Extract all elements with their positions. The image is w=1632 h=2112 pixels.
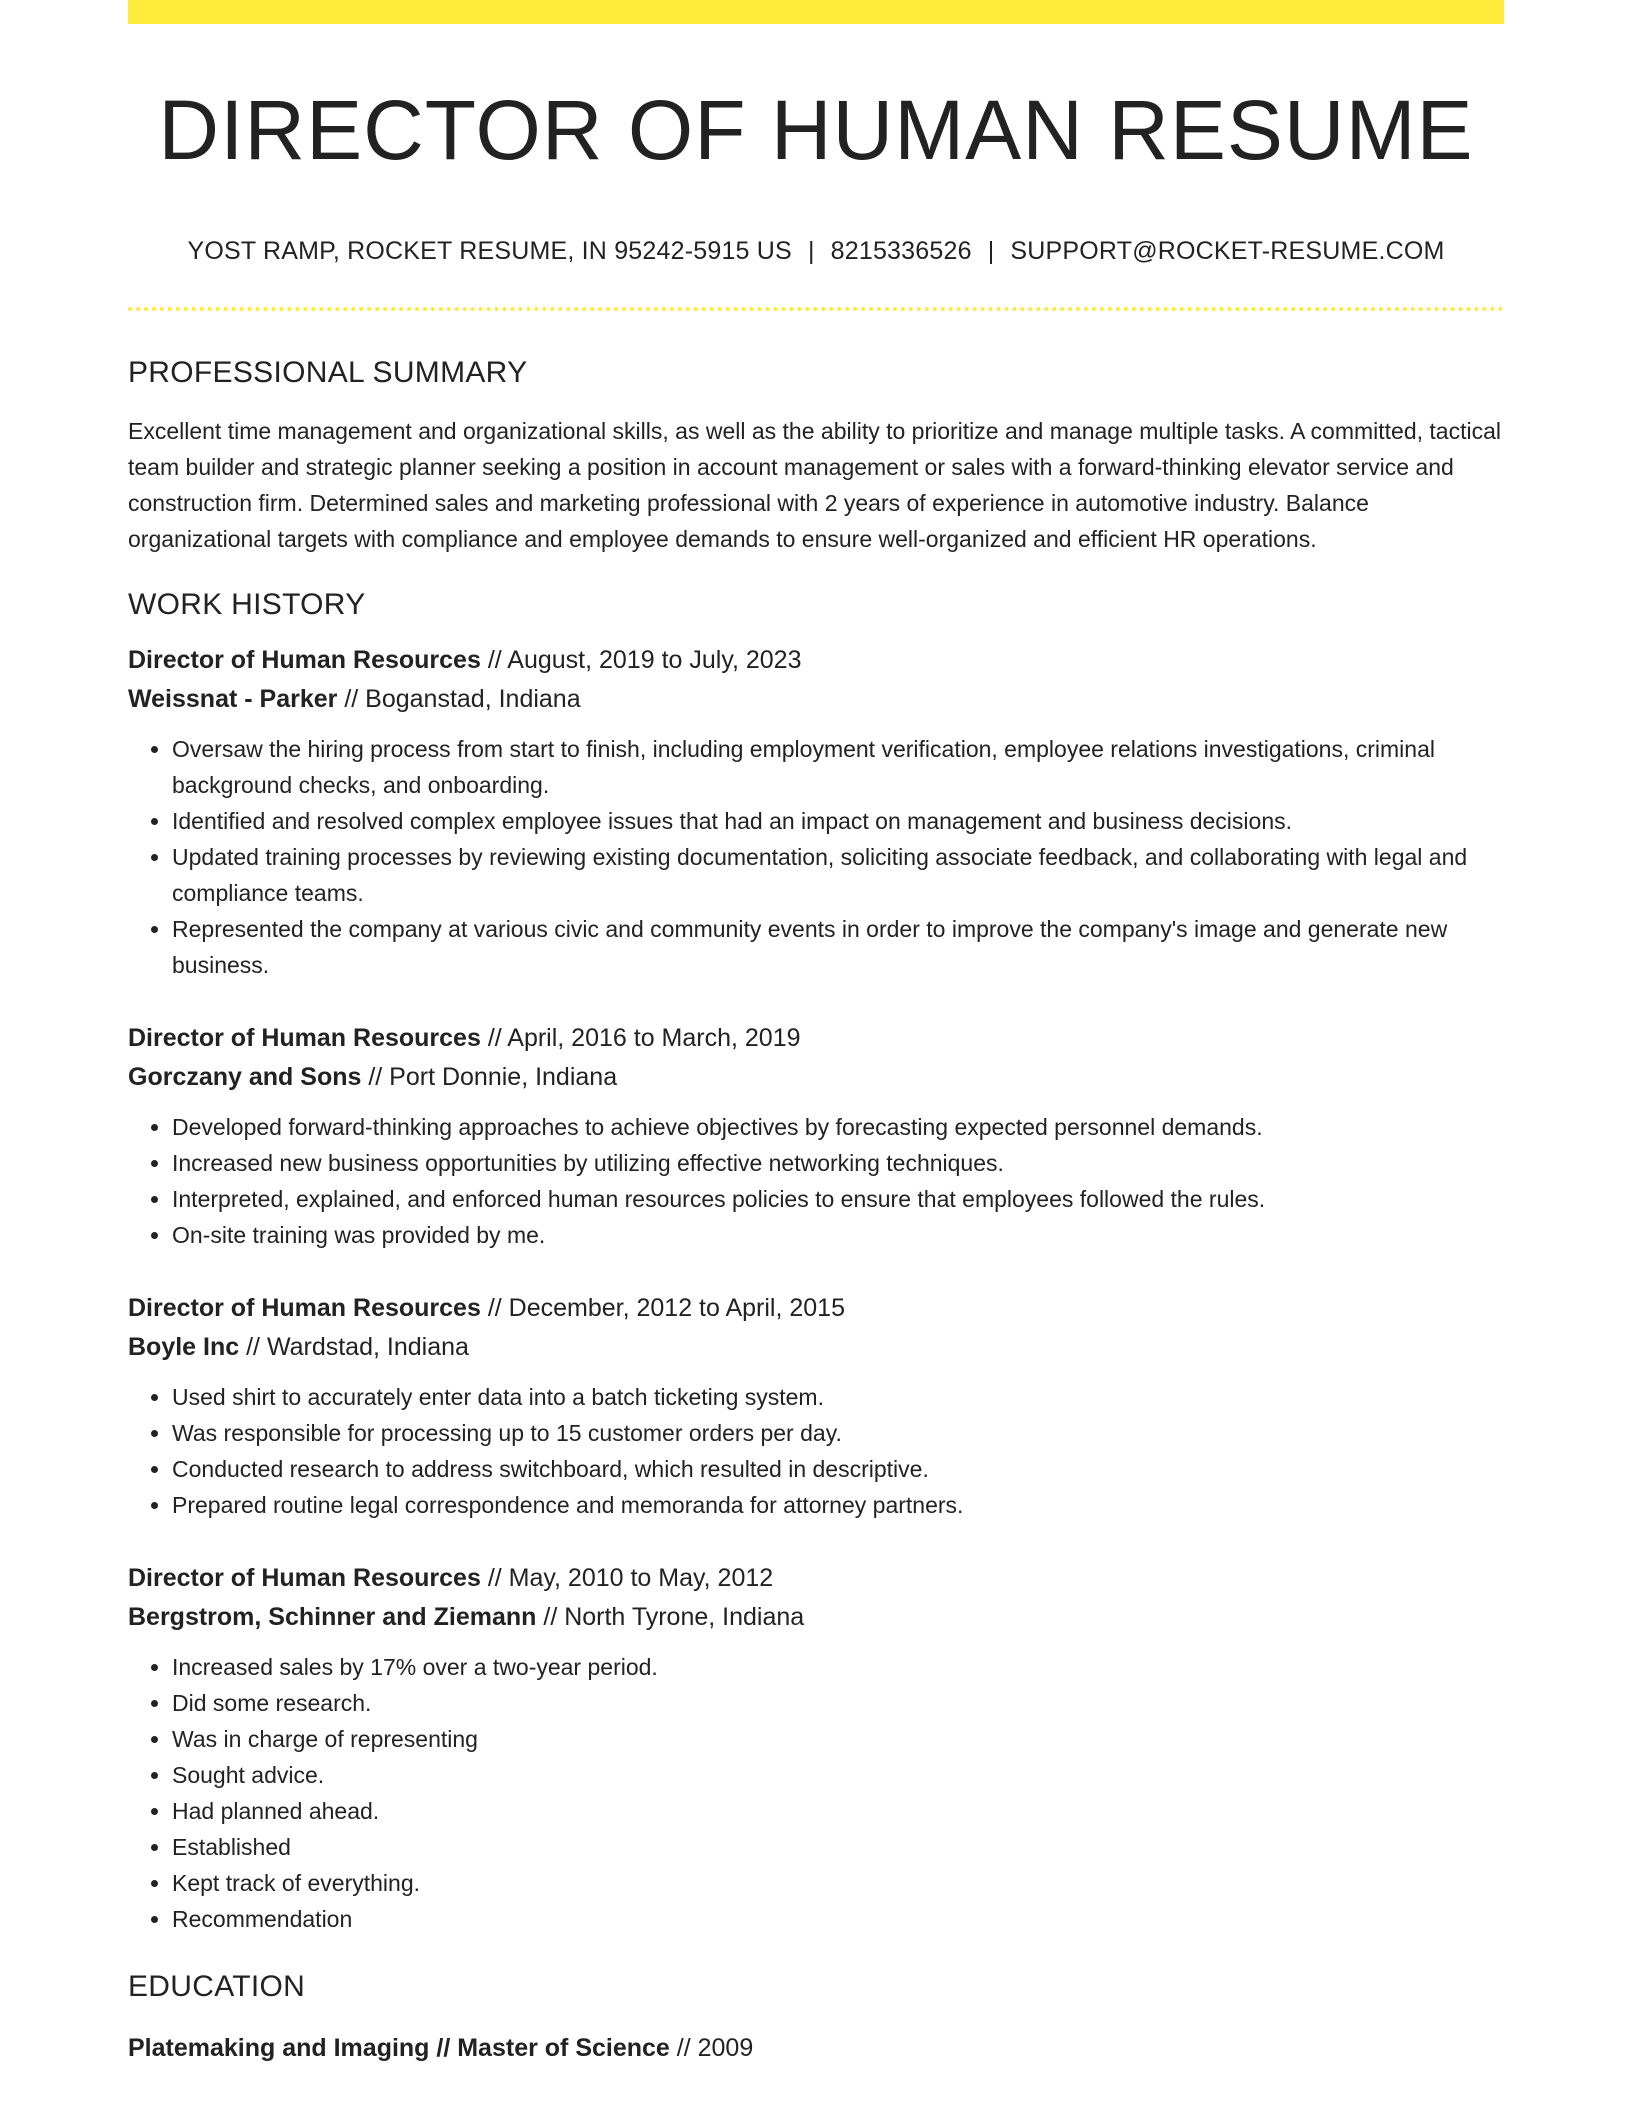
job-bullet: • Identified and resolved complex employee issues that had an impact on management and business decisions. [172, 803, 1504, 839]
job-bullet: • Kept track of everything. [172, 1865, 1504, 1901]
job-company-line [128, 680, 1504, 719]
summary-text: Excellent time management and organizational skills, as well as the ability to prioritize and manage multiple tasks. A committed, tactical team builder and strategic planner seeking a position in account management or sales with a forward-thinking elevator service and construction firm. Determined sales and marketing professional with 2 years of experience in automotive industry. Balance organizational targets with compliance and employee demands to ensure well-organized and efficient HR operations. [128, 418, 1501, 552]
job-title-line [128, 641, 1504, 680]
job-bullet: • Conducted research to address switchboard, which resulted in descriptive. [172, 1451, 1504, 1487]
job-bullets [128, 1649, 1504, 1937]
education-year: // 2009 [669, 2034, 754, 2062]
job-title-line [128, 1289, 1504, 1328]
job-bullets [128, 731, 1504, 983]
job-bullet: • Updated training processes by reviewing existing documentation, soliciting associate feedback, and collaborating with legal and compliance teams. [172, 839, 1504, 911]
job-bullet: • Increased new business opportunities by utilizing effective networking techniques. [172, 1145, 1504, 1181]
job-dates: // May, 2010 to May, 2012 [480, 1564, 774, 1592]
education-field-degree: Platemaking and Imaging // Master of Science [128, 2034, 670, 2062]
job-location: // Wardstad, Indiana [239, 1333, 469, 1361]
job-title: Director of Human Resources [128, 646, 481, 674]
job-bullet: • Was responsible for processing up to 15 customer orders per day. [172, 1415, 1504, 1451]
job-bullet: • Established [172, 1829, 1504, 1865]
job-title-line [128, 1019, 1504, 1058]
job-bullet: • Oversaw the hiring process from start to finish, including employment verification, employee relations investigations, criminal background checks, and onboarding. [172, 731, 1504, 803]
job-title: Director of Human Resources [128, 1024, 481, 1052]
job-company: Boyle Inc [128, 1333, 240, 1361]
job-bullet: • Represented the company at various civic and community events in order to improve the company's image and generate new business. [172, 911, 1504, 983]
work-history-heading: WORK HISTORY [128, 588, 366, 621]
dotted-divider [128, 307, 1504, 311]
job-bullet: • Prepared routine legal correspondence and memoranda for attorney partners. [172, 1487, 1504, 1523]
job-title: Director of Human Resources [128, 1564, 481, 1592]
job-entry [128, 641, 1504, 983]
top-accent-bar [128, 0, 1504, 24]
job-bullet: • Developed forward-thinking approaches to achieve objectives by forecasting expected personnel demands. [172, 1109, 1504, 1145]
job-bullet: • Interpreted, explained, and enforced human resources policies to ensure that employees followed the rules. [172, 1181, 1504, 1217]
job-bullet: • Did some research. [172, 1685, 1504, 1721]
job-entry [128, 1559, 1504, 1937]
job-company-line [128, 1058, 1504, 1097]
job-bullet: • Was in charge of representing [172, 1721, 1504, 1757]
job-title: Director of Human Resources [128, 1294, 481, 1322]
contact-line [128, 236, 1504, 266]
job-entry [128, 1289, 1504, 1523]
contact-address: YOST RAMP, ROCKET RESUME, IN 95242-5915 US [187, 237, 792, 265]
job-bullet: • Increased sales by 17% over a two-year period. [172, 1649, 1504, 1685]
job-bullet: • Recommendation [172, 1901, 1504, 1937]
contact-phone: 8215336526 [830, 237, 972, 265]
education-entry [128, 2029, 1504, 2068]
education-heading: EDUCATION [128, 1970, 306, 2003]
contact-separator: | [987, 237, 995, 265]
job-bullets [128, 1109, 1504, 1253]
job-location: // Boganstad, Indiana [337, 685, 581, 713]
job-dates: // August, 2019 to July, 2023 [480, 646, 802, 674]
job-title-line [128, 1559, 1504, 1598]
resume-title: DIRECTOR OF HUMAN RESUME [158, 83, 1474, 177]
job-location: // Port Donnie, Indiana [361, 1063, 618, 1091]
job-bullet: • On-site training was provided by me. [172, 1217, 1504, 1253]
job-company: Weissnat - Parker [128, 685, 338, 713]
resume-page [128, 0, 1504, 2068]
job-dates: // April, 2016 to March, 2019 [480, 1024, 801, 1052]
job-entry [128, 1019, 1504, 1253]
job-company: Bergstrom, Schinner and Ziemann [128, 1603, 537, 1631]
job-company-line [128, 1328, 1504, 1367]
job-company-line [128, 1598, 1504, 1637]
job-bullet: • Used shirt to accurately enter data into a batch ticketing system. [172, 1379, 1504, 1415]
contact-separator: | [807, 237, 815, 265]
job-bullet: • Sought advice. [172, 1757, 1504, 1793]
job-dates: // December, 2012 to April, 2015 [480, 1294, 845, 1322]
job-company: Gorczany and Sons [128, 1063, 362, 1091]
summary-heading: PROFESSIONAL SUMMARY [128, 356, 528, 389]
job-bullets [128, 1379, 1504, 1523]
contact-email: SUPPORT@ROCKET-RESUME.COM [1010, 237, 1445, 265]
job-location: // North Tyrone, Indiana [536, 1603, 805, 1631]
job-bullet: • Had planned ahead. [172, 1793, 1504, 1829]
